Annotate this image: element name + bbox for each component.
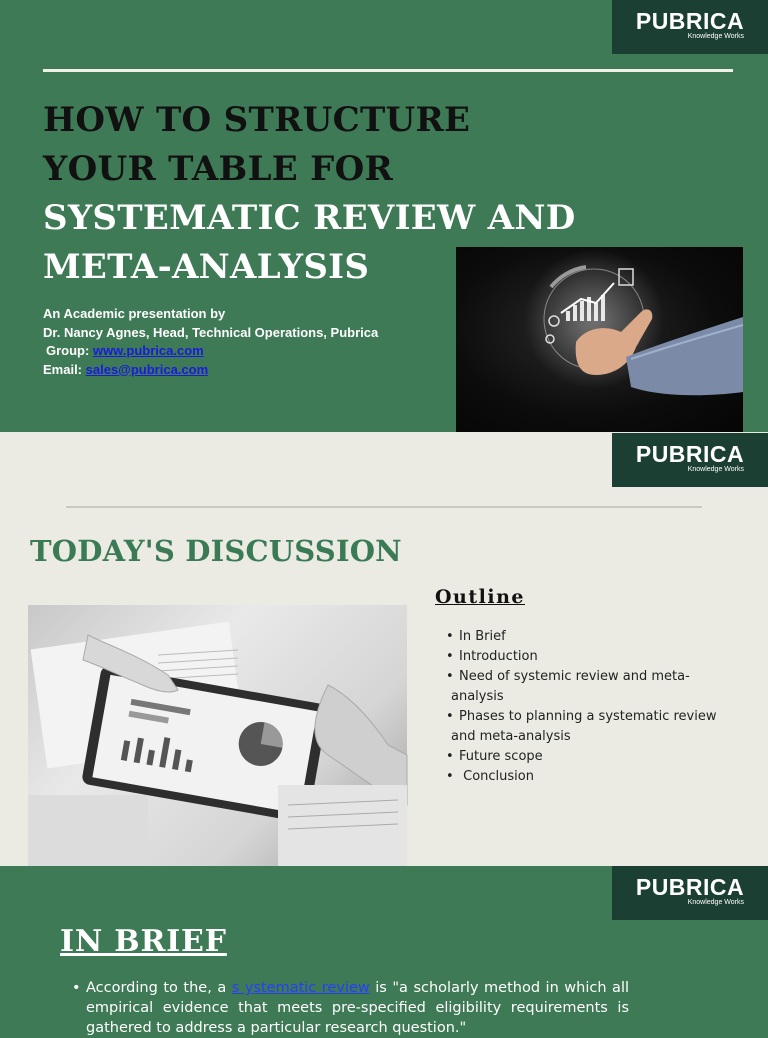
in-brief-slide (0, 866, 768, 1036)
email-link[interactable]: sales@pubrica.com (85, 361, 209, 377)
website-link[interactable]: www.pubrica.com (92, 343, 204, 358)
logo-wordmark: PUBRICA (635, 874, 745, 900)
byline-author: Dr. Nancy Agnes, Head, Technical Operations, Pubrica (43, 324, 379, 340)
tablet-illustration (28, 605, 407, 866)
title-line-2: YOUR TABLE FOR (43, 149, 394, 189)
email-line (43, 361, 378, 380)
pubrica-logo (612, 0, 768, 54)
author-block (43, 305, 378, 379)
title-line-4: META-ANALYSIS (43, 247, 370, 287)
pubrica-logo (612, 433, 768, 487)
logo-tagline: Knowledge Works (687, 33, 744, 40)
paragraph-text: According to the, a s ystematic review is "a scholarly method in which all empirical evidence that meets pre-specified eligibility requirements is gathered to address a particular research question." (86, 980, 629, 1036)
in-brief-title: IN BRIEF (60, 924, 227, 959)
discussion-slide (0, 432, 768, 866)
byline-intro: An Academic presentation by (43, 306, 226, 321)
top-divider (43, 69, 733, 72)
discussion-title: TODAY'S DISCUSSION (30, 534, 402, 568)
list-item: • Phases to planning a systematic review and meta-analysis (446, 707, 746, 747)
title-line-1: HOW TO STRUCTURE (43, 100, 471, 140)
list-item: • Future scope (446, 747, 746, 767)
logo-tagline: Knowledge Works (687, 466, 744, 473)
hand-chart-illustration (456, 247, 743, 432)
title-slide (0, 0, 768, 432)
list-item: • Introduction (446, 647, 746, 667)
group-line (43, 342, 378, 361)
logo-tagline: Knowledge Works (687, 899, 744, 906)
systematic-review-link[interactable]: s ystematic review (231, 980, 370, 996)
title-line-3: SYSTEMATIC REVIEW AND (43, 198, 576, 238)
bullet: • (72, 980, 81, 996)
in-brief-paragraph (72, 978, 629, 1038)
email-label: Email: (43, 361, 83, 377)
outline-list (446, 627, 746, 787)
group-label: Group: (46, 343, 90, 358)
divider (66, 506, 702, 508)
outline-heading: Outline (435, 586, 525, 608)
hero-image (456, 247, 743, 432)
list-item: • Conclusion (446, 767, 746, 787)
logo-wordmark: PUBRICA (635, 8, 745, 34)
tablet-chart-photo (28, 605, 407, 866)
pubrica-logo (612, 866, 768, 920)
logo-wordmark: PUBRICA (635, 441, 745, 467)
list-item: • Need of systemic review and meta- analysis (446, 667, 746, 707)
list-item: • In Brief (446, 627, 746, 647)
